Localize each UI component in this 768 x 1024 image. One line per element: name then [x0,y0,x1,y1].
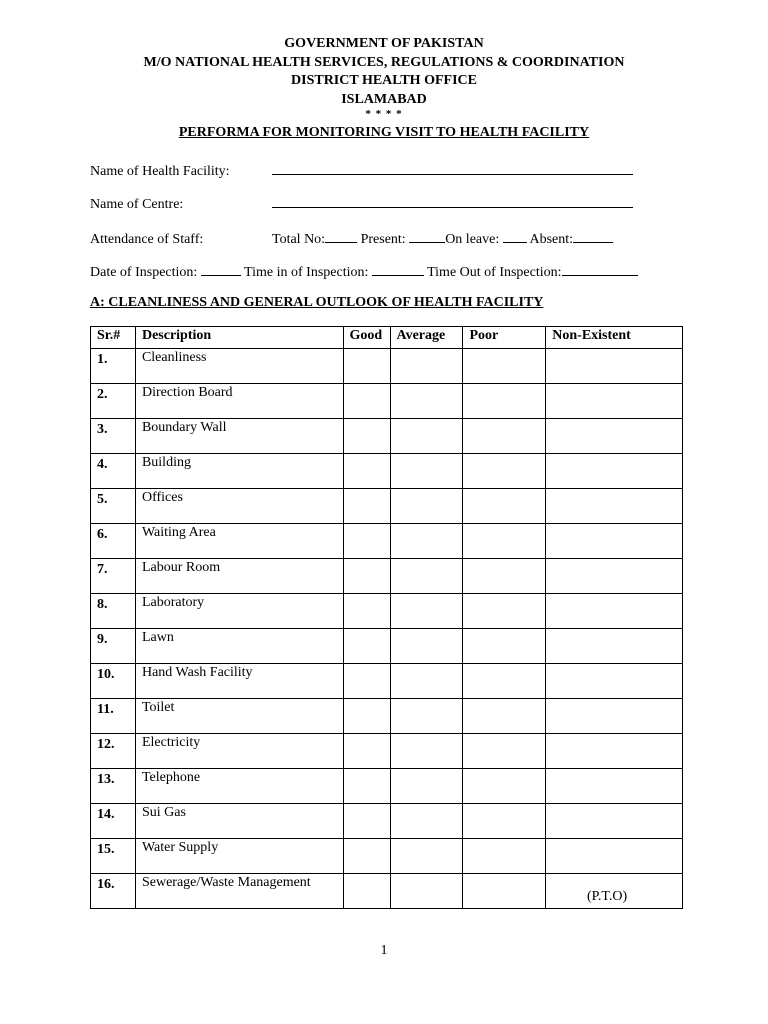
attendance-label: Attendance of Staff: [90,232,204,247]
rating-cell-average[interactable] [390,419,463,454]
rating-cell-poor[interactable] [463,489,546,524]
rating-cell-average[interactable] [390,804,463,839]
rating-cell-good[interactable] [343,489,390,524]
table-row [91,489,683,524]
table-row [91,454,683,489]
rating-cell-good[interactable] [343,594,390,629]
row-serial: 11. [91,699,136,734]
rating-cell-average[interactable] [390,839,463,874]
header-stars: * * * * [365,108,403,120]
table-row [91,629,683,664]
table-row [91,734,683,769]
rating-cell-non-existent[interactable] [546,524,683,559]
row-description: Sewerage/Waste Management [135,874,343,909]
time-out-line[interactable] [562,261,638,276]
row-description: Offices [135,489,343,524]
row-description: Sui Gas [135,804,343,839]
rating-cell-good[interactable] [343,664,390,699]
rating-cell-good[interactable] [343,874,390,909]
rating-cell-average[interactable] [390,524,463,559]
rating-cell-good[interactable] [343,769,390,804]
document-header [0,35,768,119]
rating-cell-poor[interactable] [463,419,546,454]
rating-cell-average[interactable] [390,559,463,594]
rating-cell-poor[interactable] [463,804,546,839]
table-row [91,804,683,839]
col-header-good: Good [343,327,390,349]
rating-cell-average[interactable] [390,769,463,804]
centre-name-row [90,193,633,213]
rating-cell-non-existent[interactable] [546,629,683,664]
rating-cell-non-existent[interactable] [546,594,683,629]
table-row [91,349,683,384]
row-serial: 8. [91,594,136,629]
rating-cell-non-existent[interactable] [546,349,683,384]
rating-cell-poor[interactable] [463,349,546,384]
total-label: Total No: [272,232,326,247]
rating-cell-average[interactable] [390,629,463,664]
rating-cell-good[interactable] [343,699,390,734]
row-serial: 7. [91,559,136,594]
rating-cell-poor[interactable] [463,629,546,664]
rating-cell-poor[interactable] [463,839,546,874]
row-serial: 3. [91,419,136,454]
row-serial: 1. [91,349,136,384]
rating-cell-non-existent[interactable] [546,804,683,839]
col-header-sr: Sr.# [91,327,136,349]
col-header-non-existent: Non-Existent [546,327,683,349]
rating-cell-poor[interactable] [463,769,546,804]
rating-cell-average[interactable] [390,349,463,384]
inspection-row [90,261,638,281]
row-description: Electricity [135,734,343,769]
table-row [91,524,683,559]
absent-label: Absent: [529,232,574,247]
rating-cell-average[interactable] [390,489,463,524]
rating-cell-poor[interactable] [463,524,546,559]
table-row [91,699,683,734]
row-description: Telephone [135,769,343,804]
rating-cell-good[interactable] [343,349,390,384]
rating-cell-average[interactable] [390,454,463,489]
rating-cell-good[interactable] [343,384,390,419]
table-row [91,559,683,594]
row-description: Direction Board [135,384,343,419]
row-serial: 5. [91,489,136,524]
row-serial: 2. [91,384,136,419]
rating-cell-good[interactable] [343,734,390,769]
table-row [91,594,683,629]
absent-line[interactable] [573,228,613,243]
present-label: Present: [360,232,406,247]
rating-cell-good[interactable] [343,559,390,594]
onleave-label: On leave: [445,232,500,247]
table-row [91,839,683,874]
rating-cell-non-existent[interactable] [546,664,683,699]
row-description: Lawn [135,629,343,664]
rating-cell-good[interactable] [343,419,390,454]
table-row [91,384,683,419]
rating-cell-poor[interactable] [463,699,546,734]
table-row [91,664,683,699]
rating-cell-good[interactable] [343,629,390,664]
row-serial: 14. [91,804,136,839]
rating-cell-poor[interactable] [463,664,546,699]
facility-name-label: Name of Health Facility: [90,164,230,179]
row-description: Cleanliness [135,349,343,384]
facility-name-line[interactable] [272,160,633,175]
centre-name-line[interactable] [272,193,633,208]
col-header-average: Average [390,327,463,349]
rating-cell-poor[interactable] [463,559,546,594]
time-in-line[interactable] [372,261,424,276]
rating-cell-good[interactable] [343,524,390,559]
row-description: Boundary Wall [135,419,343,454]
pto-note: (P.T.O) [587,889,628,904]
rating-cell-average[interactable] [390,734,463,769]
rating-cell-poor[interactable] [463,874,546,909]
time-out-label: Time Out of Inspection: [427,265,562,280]
rating-cell-good[interactable] [343,839,390,874]
table-header-row [91,327,683,349]
page-number: 1 [380,943,388,958]
rating-cell-poor[interactable] [463,594,546,629]
row-description: Toilet [135,699,343,734]
rating-cell-average[interactable] [390,699,463,734]
col-header-description: Description [135,327,343,349]
table-row [91,419,683,454]
rating-cell-non-existent[interactable] [546,839,683,874]
rating-cell-poor[interactable] [463,734,546,769]
rating-cell-good[interactable] [343,454,390,489]
header-ministry: M/O NATIONAL HEALTH SERVICES, REGULATIONS & COORDINATION [143,54,625,70]
row-description: Building [135,454,343,489]
row-serial: 4. [91,454,136,489]
header-government: GOVERNMENT OF PAKISTAN [284,36,484,51]
rating-cell-poor[interactable] [463,454,546,489]
facility-name-row [90,160,633,180]
present-line[interactable] [409,228,445,243]
table-row [91,769,683,804]
row-description: Waiting Area [135,524,343,559]
rating-cell-non-existent[interactable] [546,489,683,524]
date-line[interactable] [201,261,241,276]
form-title: PERFORMA FOR MONITORING VISIT TO HEALTH FACILITY [178,125,590,140]
section-a-heading: A: CLEANLINESS AND GENERAL OUTLOOK OF HEALTH FACILITY [90,295,544,310]
rating-cell-non-existent[interactable] [546,734,683,769]
rating-cell-non-existent[interactable] [546,384,683,419]
row-serial: 15. [91,839,136,874]
row-serial: 10. [91,664,136,699]
rating-cell-non-existent[interactable] [546,419,683,454]
row-description: Labour Room [135,559,343,594]
rating-cell-non-existent[interactable] [546,699,683,734]
row-serial: 16. [91,874,136,909]
rating-cell-average[interactable] [390,594,463,629]
header-city: ISLAMABAD [341,91,427,107]
centre-name-label: Name of Centre: [90,197,184,212]
rating-cell-non-existent[interactable] [546,559,683,594]
rating-cell-non-existent[interactable] [546,769,683,804]
row-serial: 13. [91,769,136,804]
rating-cell-average[interactable] [390,874,463,909]
row-description: Hand Wash Facility [135,664,343,699]
col-header-poor: Poor [463,327,546,349]
cleanliness-table [90,326,683,909]
date-label: Date of Inspection: [90,265,198,280]
rating-cell-average[interactable] [390,664,463,699]
rating-cell-good[interactable] [343,804,390,839]
rating-cell-average[interactable] [390,384,463,419]
total-line[interactable] [325,228,357,243]
rating-cell-poor[interactable] [463,384,546,419]
rating-cell-non-existent[interactable] [546,454,683,489]
header-office: DISTRICT HEALTH OFFICE [291,73,477,88]
row-serial: 9. [91,629,136,664]
row-description: Water Supply [135,839,343,874]
row-description: Laboratory [135,594,343,629]
onleave-line[interactable] [503,228,527,243]
time-in-label: Time in of Inspection: [244,265,369,280]
row-serial: 6. [91,524,136,559]
row-serial: 12. [91,734,136,769]
attendance-row [90,228,613,248]
